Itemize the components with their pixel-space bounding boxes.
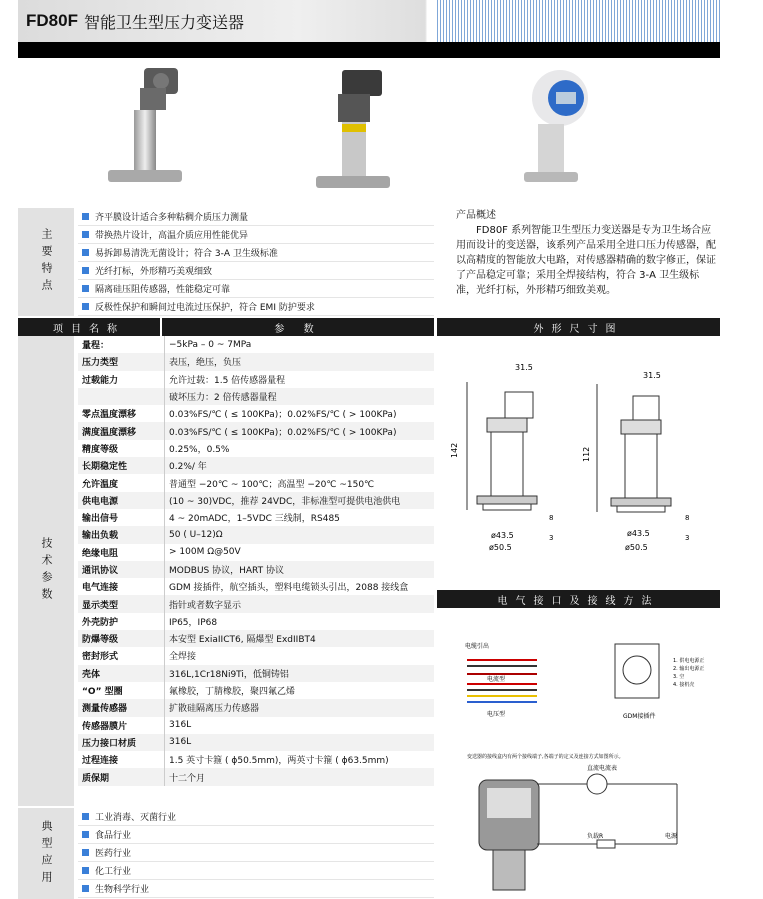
param-key: 零点温度漂移 bbox=[82, 410, 137, 421]
param-row bbox=[78, 422, 434, 439]
param-row bbox=[78, 595, 434, 612]
app-item: 工业消毒、灭菌行业 bbox=[78, 808, 434, 826]
feature-item: 光纤打标，外形精巧美观细致 bbox=[78, 262, 434, 280]
header-rule bbox=[18, 42, 720, 58]
param-key: 绝缘电阻 bbox=[82, 548, 119, 559]
wiring-load: 负载R bbox=[587, 833, 604, 840]
param-key: 测量传感器 bbox=[82, 704, 128, 715]
param-key: 过程连接 bbox=[82, 756, 119, 767]
wiring-power: 电源 bbox=[665, 833, 678, 840]
param-value: MODBUS 协议，HART 协议 bbox=[164, 561, 434, 578]
param-key: 密封形式 bbox=[82, 652, 119, 663]
pin-3: 3. 空 bbox=[673, 674, 685, 680]
param-value: 316L,1Cr18Ni9Ti，低铜铸铝 bbox=[164, 665, 434, 682]
param-value: 普通型 −20℃ ~ 100℃；高温型 −20℃ ~150℃ bbox=[164, 474, 434, 491]
pin-2: 2. 输出电源正 bbox=[673, 666, 705, 672]
bullet-icon bbox=[82, 249, 89, 256]
bullet-icon bbox=[82, 831, 89, 838]
wiring-diagram bbox=[437, 608, 720, 899]
param-value: 316L bbox=[164, 734, 434, 751]
wiring-ammeter: 直流电流表 bbox=[587, 765, 618, 772]
param-value: 破坏压力：2 倍传感器量程 bbox=[164, 388, 434, 405]
param-row bbox=[78, 630, 434, 647]
pin-4: 4. 接机壳 bbox=[673, 682, 695, 688]
dim-height-1: 142 bbox=[450, 442, 459, 458]
param-key: 电气连接 bbox=[82, 583, 119, 594]
param-value: 50 ( U–12)Ω bbox=[164, 526, 434, 543]
header-outline: 外形尺寸图 bbox=[437, 318, 720, 336]
transmitter-photo-3 bbox=[498, 58, 618, 206]
param-key: 允许温度 bbox=[82, 479, 119, 490]
param-value: IP65，IP68 bbox=[164, 613, 434, 630]
bullet-icon bbox=[82, 849, 89, 856]
param-row bbox=[78, 768, 434, 785]
param-value: 允许过载：1.5 倍传感器量程 bbox=[164, 371, 434, 388]
decorative-stripes bbox=[437, 0, 720, 42]
param-value: 316L bbox=[164, 717, 434, 734]
wiring-lead: 电缆引出 bbox=[465, 643, 490, 650]
feature-item: 反极性保护和瞬间过电流过压保护，符合 EMI 防护要求 bbox=[78, 298, 434, 316]
param-row bbox=[78, 561, 434, 578]
transmitter-photo-2 bbox=[288, 58, 418, 206]
app-item: 医药行业 bbox=[78, 844, 434, 862]
param-table bbox=[78, 336, 434, 786]
param-value: 全焊接 bbox=[164, 647, 434, 664]
param-row bbox=[78, 509, 434, 526]
bullet-icon bbox=[82, 267, 89, 274]
param-value: 1.5 英寸卡箍 ( ϕ50.5mm)，两英寸卡箍 ( ϕ63.5mm) bbox=[164, 751, 434, 768]
wiring-voltage: 电压型 bbox=[487, 711, 506, 718]
wiring-gdm: GDM接插件 bbox=[623, 713, 656, 720]
features-label: 主要特点 bbox=[18, 208, 74, 316]
param-row bbox=[78, 682, 434, 699]
app-item: 生物科学行业 bbox=[78, 880, 434, 898]
param-key: 防爆等级 bbox=[82, 635, 119, 646]
dim-height-2: 112 bbox=[582, 446, 591, 462]
transmitter-photo-1 bbox=[78, 58, 218, 206]
param-key: 压力类型 bbox=[82, 358, 119, 369]
param-value: 表压，绝压，负压 bbox=[164, 353, 434, 370]
param-value: 扩散硅隔离压力传感器 bbox=[164, 699, 434, 716]
param-row bbox=[78, 544, 434, 561]
param-key: 长期稳定性 bbox=[82, 462, 128, 473]
dim-step-1: 3 bbox=[549, 534, 554, 542]
param-row bbox=[78, 371, 434, 388]
param-row bbox=[78, 647, 434, 664]
param-row bbox=[78, 353, 434, 370]
param-row bbox=[78, 613, 434, 630]
product-overview bbox=[456, 208, 718, 298]
param-value: > 100M Ω@50V bbox=[164, 544, 434, 561]
param-value: 0.25%，0.5% bbox=[164, 440, 434, 457]
param-key: 输出负载 bbox=[82, 531, 119, 542]
param-key: 精度等级 bbox=[82, 444, 119, 455]
bullet-icon bbox=[82, 813, 89, 820]
bullet-icon bbox=[82, 285, 89, 292]
apps-label: 典型应用 bbox=[18, 808, 74, 899]
param-row bbox=[78, 578, 434, 595]
overview-text: FD80F 系列智能卫生型压力变送器是专为卫生场合应用而设计的变送器，该系列产品采用全进口压力传感器，配以高精度的智能放大电路，对传感器精确的数字修正，保证了产品稳定可靠；采用全焊接结构，符合 3-A 卫生级标准，光纤打标，外形精巧细致美观。 bbox=[456, 225, 716, 296]
param-key: 外壳防护 bbox=[82, 617, 119, 628]
dim-width-2: 31.5 bbox=[643, 371, 661, 380]
param-value: 十二个月 bbox=[164, 768, 434, 785]
param-row bbox=[78, 699, 434, 716]
bullet-icon bbox=[82, 303, 89, 310]
param-row bbox=[78, 457, 434, 474]
param-key: 通讯协议 bbox=[82, 566, 119, 576]
param-row bbox=[78, 526, 434, 543]
product-name: 智能卫生型压力变送器 bbox=[83, 12, 244, 32]
param-row bbox=[78, 405, 434, 422]
outline-drawing bbox=[437, 338, 720, 588]
features-list bbox=[78, 208, 434, 316]
wiring-current: 电流型 bbox=[487, 676, 506, 683]
param-key: 显示类型 bbox=[82, 600, 119, 611]
param-value: 指针或者数字显示 bbox=[164, 595, 434, 612]
param-value: 0.03%FS/℃ ( ≤ 100KPa)；0.02%FS/℃ ( > 100KPa) bbox=[164, 405, 434, 422]
param-row bbox=[78, 734, 434, 751]
tech-label: 技术参数 bbox=[18, 336, 74, 806]
param-value: 0.2%/ 年 bbox=[164, 457, 434, 474]
dim-width-1: 31.5 bbox=[515, 363, 533, 372]
param-row bbox=[78, 492, 434, 509]
param-value: 本安型 ExiaIICT6, 隔爆型 ExdIIBT4 bbox=[164, 630, 434, 647]
dim-bore-2: ø43.5 bbox=[627, 529, 650, 538]
dim-step-2: 8 bbox=[549, 514, 554, 522]
feature-item: 隔离硅压阻传感器，性能稳定可靠 bbox=[78, 280, 434, 298]
app-item: 食品行业 bbox=[78, 826, 434, 844]
product-photos bbox=[18, 58, 720, 206]
param-row bbox=[78, 388, 434, 405]
feature-item: 易拆卸易清洗无菌设计；符合 3-A 卫生级标准 bbox=[78, 244, 434, 262]
wiring-note: 变送器的接线盒内有两个接线端子,各端子的定义及连接方式如图所示。 bbox=[467, 754, 624, 760]
param-row bbox=[78, 474, 434, 491]
param-row bbox=[78, 751, 434, 768]
param-value: 4 ~ 20mADC，1–5VDC 三线制，RS485 bbox=[164, 509, 434, 526]
param-value: GDM 接插件，航空插头，塑料电缆锁头引出，2088 接线盒 bbox=[164, 578, 434, 595]
param-key: 供电电源 bbox=[82, 496, 119, 507]
dim-step-4: 8 bbox=[685, 514, 690, 522]
param-key: 量程： bbox=[82, 341, 110, 352]
param-value: 氟橡胶，丁腈橡胶，聚四氟乙烯 bbox=[164, 682, 434, 699]
param-row bbox=[78, 440, 434, 457]
dim-flange-1: ø50.5 bbox=[489, 543, 512, 552]
param-row bbox=[78, 336, 434, 353]
param-key: 输出信号 bbox=[82, 514, 119, 525]
param-value: −5kPa – 0 ~ 7MPa bbox=[164, 336, 434, 353]
feature-item: 带换热片设计，高温介质应用性能优异 bbox=[78, 226, 434, 244]
product-model: FD80F bbox=[26, 11, 78, 30]
header-item: 项目名称 bbox=[18, 318, 160, 336]
param-key: 传感器膜片 bbox=[82, 721, 128, 732]
param-row bbox=[78, 717, 434, 734]
header-param: 参 数 bbox=[162, 318, 434, 336]
param-key: 满度温度漂移 bbox=[82, 427, 137, 438]
param-value: 0.03%FS/℃ ( ≤ 100KPa)；0.02%FS/℃ ( > 100KPa) bbox=[164, 422, 434, 439]
bullet-icon bbox=[82, 231, 89, 238]
header-wiring: 电气接口及接线方法 bbox=[437, 590, 720, 608]
bullet-icon bbox=[82, 213, 89, 220]
param-key: 质保期 bbox=[82, 773, 110, 784]
param-row bbox=[78, 665, 434, 682]
feature-item: 齐平膜设计适合多种粘稠介质压力测量 bbox=[78, 208, 434, 226]
param-key: “O” 型圈 bbox=[82, 687, 123, 698]
param-key: 压力接口材质 bbox=[82, 738, 137, 749]
param-value: (10 ~ 30)VDC，推荐 24VDC，非标准型可提供电池供电 bbox=[164, 492, 434, 509]
dim-flange-2: ø50.5 bbox=[625, 543, 648, 552]
pin-1: 1. 供电电源正 bbox=[673, 658, 705, 664]
dim-step-3: 3 bbox=[685, 534, 690, 542]
apps-list bbox=[78, 808, 434, 898]
app-item: 化工行业 bbox=[78, 862, 434, 880]
param-key: 过载能力 bbox=[82, 375, 119, 386]
bullet-icon bbox=[82, 885, 89, 892]
param-key: 壳体 bbox=[82, 669, 101, 680]
bullet-icon bbox=[82, 867, 89, 874]
overview-heading: 产品概述 bbox=[456, 210, 496, 221]
dim-bore-1: ø43.5 bbox=[491, 531, 514, 540]
